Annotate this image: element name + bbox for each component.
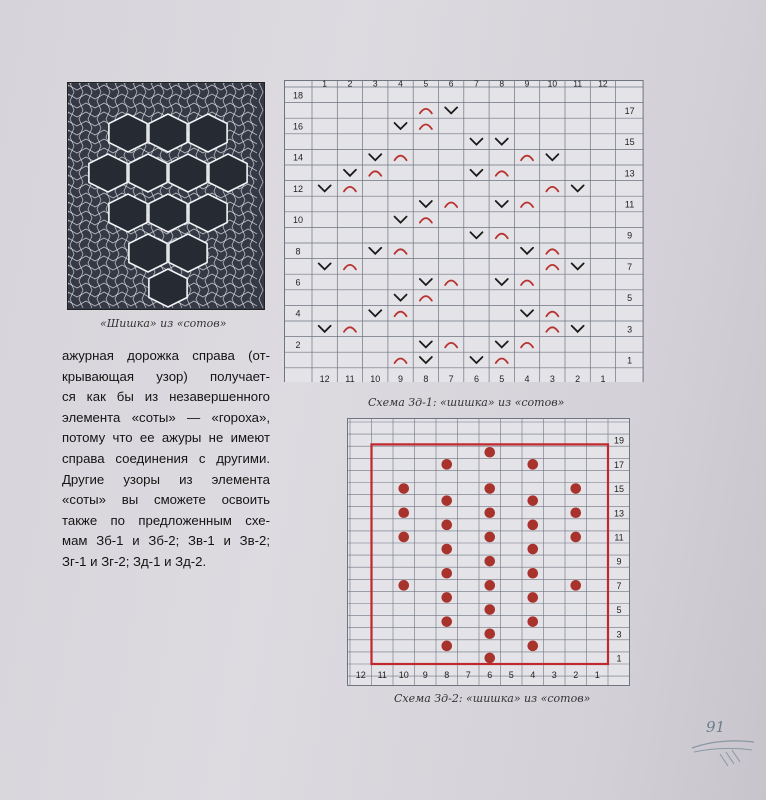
bobble-dot [484,447,495,458]
chart-zd-1-right-label: 7 [627,261,633,272]
chart-zd-1-grid [284,80,694,382]
chart-zd-1-right-label: 1 [627,355,633,366]
chart-zd-1-left-label: 18 [292,90,304,101]
chart-zd-1-right-label: 13 [624,168,635,179]
text-line: Зг-1 и Зг-2; Зд-1 и Зд-2. [62,553,207,569]
chart-zd-2-right-label: 3 [616,629,622,640]
lace-photo [68,83,264,309]
text-line: потому что ее ажуры не имеют [62,430,270,446]
chart-zd-1-top-label: 10 [547,80,558,89]
chart-zd-1-bottom-label: 1 [600,373,606,382]
chart-zd-2-bottom-label: 7 [465,670,471,680]
chart-zd-2-right-label: 17 [613,459,625,470]
chart-zd-2-bottom-label: 10 [398,670,409,680]
chart-zd-2-grid [347,418,643,686]
bobble-dot [527,568,538,579]
chart-zd-1-left-label: 2 [295,339,301,350]
chart-zd-1-bottom-label: 10 [370,373,381,382]
bobble-dot [398,483,409,494]
bobble-dot [441,616,452,627]
chart-zd-1-bottom-label: 4 [524,373,530,382]
bobble-dot [484,628,495,639]
chart-zd-1-left-label: 4 [295,308,301,319]
chart-zd-2 [347,418,643,690]
chart-zd-1-bottom-label: 2 [575,373,581,382]
chart-zd-1-bottom-label: 6 [473,373,479,382]
chart-zd-1-bottom-label: 3 [549,373,555,382]
chart-zd-1-caption: Схема Зд-1: «шишка» из «сотов» [368,396,565,409]
chart-zd-2-bottom-label: 12 [355,670,366,680]
text-line: также по предложенным схе- [62,512,270,528]
bobble-dot [570,532,581,543]
chart-zd-2-bottom-label: 4 [530,670,536,680]
chart-zd-2-bottom-label: 8 [444,670,450,680]
bobble-dot [527,520,538,531]
chart-zd-1-top-label: 9 [524,80,530,89]
bobble-dot [441,641,452,652]
photo-caption: «Шишка» из «сотов» [100,317,227,330]
chart-zd-2-bottom-label: 6 [487,670,493,680]
text-line: мам Зб-1 и Зб-2; Зв-1 и Зв-2; [62,533,270,549]
chart-zd-1 [284,80,694,386]
body-text [62,346,270,573]
chart-zd-1-bottom-label: 7 [448,373,454,382]
bobble-dot [441,520,452,531]
chart-zd-1-top-label: 4 [398,80,403,89]
text-line: справа соединения с другими. [62,450,270,466]
bobble-dot [484,556,495,567]
bobble-dot [441,459,452,470]
bobble-dot [441,568,452,579]
chart-zd-1-top-label: 12 [598,80,608,89]
bobble-dot [441,592,452,603]
chart-zd-1-right-label: 3 [627,324,633,335]
bobble-dot [527,641,538,652]
chart-zd-1-left-label: 10 [292,215,304,226]
chart-zd-2-caption: Схема Зд-2: «шишка» из «сотов» [394,692,591,705]
bobble-dot [527,495,538,506]
chart-zd-2-right-label: 19 [613,435,625,446]
chart-zd-2-bottom-label: 2 [573,670,579,680]
chart-zd-2-right-label: 11 [614,532,624,543]
chart-zd-1-left-label: 16 [292,121,304,132]
chart-zd-1-right-label: 5 [627,293,633,304]
bobble-dot [527,592,538,603]
bobble-dot [484,532,495,543]
text-line: «соты» вы сможете освоить [62,492,270,508]
chart-zd-2-bottom-label: 3 [551,670,557,680]
bobble-dot [570,483,581,494]
lace-pattern-image [68,83,264,309]
chart-zd-2-right-label: 1 [616,653,622,664]
chart-zd-1-top-label: 7 [474,80,479,89]
chart-zd-2-right-label: 13 [613,508,625,519]
bobble-dot [484,653,495,664]
chart-zd-1-right-label: 11 [624,199,635,210]
chart-zd-2-bottom-label: 11 [377,670,387,680]
bobble-dot [398,507,409,518]
bobble-dot [398,532,409,543]
chart-zd-1-bottom-label: 9 [398,373,404,382]
bobble-dot [527,544,538,555]
chart-zd-1-top-label: 11 [573,80,583,89]
bobble-dot [441,544,452,555]
chart-zd-2-right-label: 7 [616,580,622,591]
bobble-dot [527,616,538,627]
chart-zd-2-right-label: 9 [616,556,622,567]
chart-zd-1-right-label: 9 [627,230,633,241]
chart-zd-1-right-label: 15 [624,137,635,148]
bobble-dot [484,580,495,591]
bobble-dot [484,483,495,494]
chart-zd-1-right-label: 17 [624,105,635,116]
chart-zd-1-top-label: 3 [372,80,378,89]
chart-zd-2-bottom-label: 9 [422,670,428,680]
chart-zd-2-bottom-label: 1 [594,670,600,680]
text-line: элемента «соты» — «гороха», [62,409,270,425]
bobble-dot [527,459,538,470]
chart-zd-2-right-label: 5 [616,605,622,616]
text-line: Другие узоры из элемента [62,471,270,487]
chart-zd-2-bottom-label: 5 [508,670,514,680]
chart-zd-1-top-label: 2 [347,80,353,89]
chart-zd-1-left-label: 6 [295,277,301,288]
bobble-dot [570,580,581,591]
bobble-dot [398,580,409,591]
chart-zd-1-top-label: 8 [499,80,505,89]
chart-zd-1-top-label: 6 [448,80,454,89]
chart-zd-1-top-label: 1 [322,80,328,89]
bobble-dot [484,507,495,518]
chart-zd-1-bottom-label: 11 [345,373,355,382]
bobble-dot [570,507,581,518]
chart-zd-1-left-label: 14 [292,152,304,163]
text-line: ся как бы из незавершенного [62,389,270,405]
chart-zd-1-top-label: 5 [423,80,429,89]
bobble-dot [441,495,452,506]
knitting-needles-icon [690,728,756,768]
chart-zd-2-right-label: 15 [613,484,625,495]
page-number: 91 [706,718,726,736]
chart-zd-1-left-label: 12 [292,183,304,194]
bobble-dot [484,604,495,615]
chart-zd-1-bottom-label: 5 [499,373,505,382]
chart-zd-1-bottom-label: 8 [423,373,429,382]
chart-zd-1-bottom-label: 12 [319,373,330,382]
text-line: крывающая узор) получает- [62,368,270,384]
text-line: ажурная дорожка справа (от- [62,348,270,363]
chart-zd-1-left-label: 8 [295,246,301,257]
